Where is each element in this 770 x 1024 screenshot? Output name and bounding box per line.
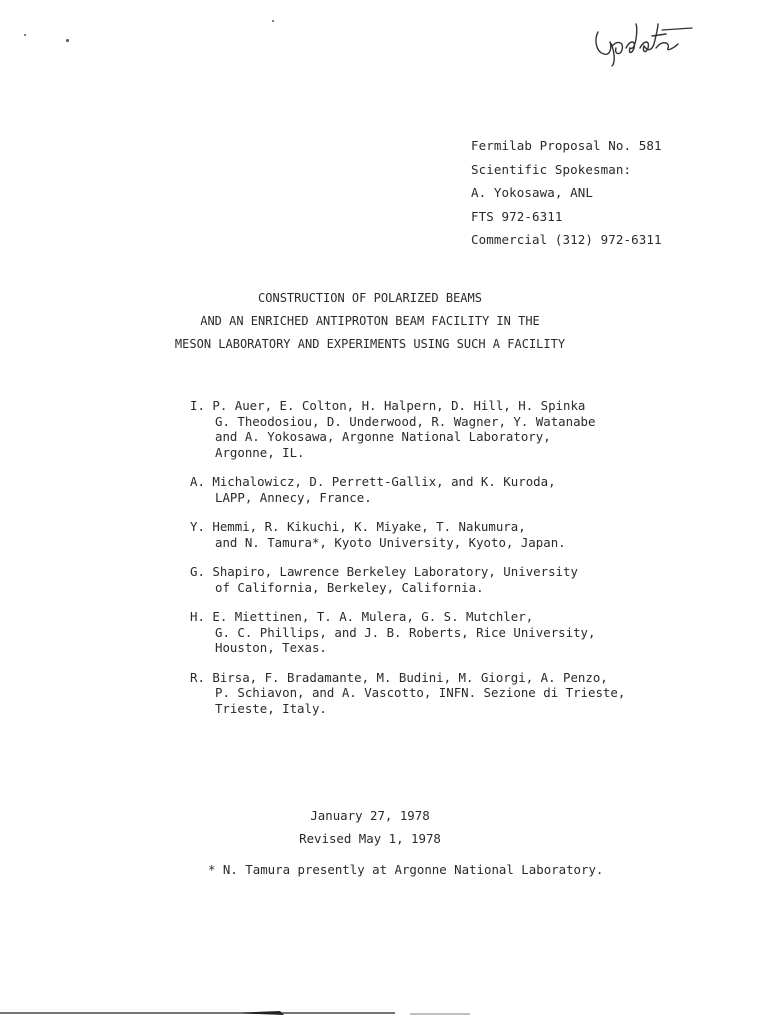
author-line: Argonne, IL. xyxy=(215,444,305,460)
author-line: R. Birsa, F. Bradamante, M. Budini, M. Giorgi, A. Penzo, xyxy=(190,669,608,685)
revised-date: Revised May 1, 1978 xyxy=(299,831,441,846)
author-line: of California, Berkeley, California. xyxy=(215,579,484,595)
proposal-number: Fermilab Proposal No. 581 xyxy=(471,138,662,153)
author-group-rice xyxy=(190,609,625,656)
title-line-2: AND AN ENRICHED ANTIPROTON BEAM FACILITY IN THE xyxy=(200,314,540,328)
document-dates xyxy=(280,804,460,850)
author-group-kyoto xyxy=(190,519,625,550)
author-line: G. C. Phillips, and J. B. Roberts, Rice University, xyxy=(215,624,596,640)
commercial-phone: Commercial (312) 972-6311 xyxy=(471,232,662,247)
author-group-berkeley xyxy=(190,564,625,595)
author-line: G. Theodosiou, D. Underwood, R. Wagner, Y. Watanabe xyxy=(215,413,596,429)
scan-speck xyxy=(24,34,26,36)
author-line: and N. Tamura*, Kyoto University, Kyoto, Japan. xyxy=(215,534,566,550)
fts-phone: FTS 972-6311 xyxy=(471,208,563,224)
author-group-lapp xyxy=(190,474,625,505)
author-group-argonne xyxy=(190,398,625,460)
proposal-header xyxy=(471,134,662,252)
author-group-trieste xyxy=(190,670,625,717)
author-line: A. Michalowicz, D. Perrett-Gallix, and K. Kuroda, xyxy=(190,474,556,489)
original-date: January 27, 1978 xyxy=(310,808,430,823)
author-line: I. P. Auer, E. Colton, H. Halpern, D. Hill, H. Spinka xyxy=(190,398,586,413)
spokesman-label: Scientific Spokesman: xyxy=(471,161,632,177)
document-title xyxy=(150,287,590,356)
author-line: Houston, Texas. xyxy=(215,640,327,655)
bottom-scan-line xyxy=(0,1008,770,1018)
title-line-3: MESON LABORATORY AND EXPERIMENTS USING SUCH A FACILITY xyxy=(174,337,566,351)
author-list xyxy=(190,398,625,730)
spokesman-name: A. Yokosawa, ANL xyxy=(471,185,594,200)
scan-speck xyxy=(272,20,274,22)
author-line: Trieste, Italy. xyxy=(215,700,327,716)
author-line: G. Shapiro, Lawrence Berkeley Laboratory, University xyxy=(190,564,578,579)
author-line: P. Schiavon, and A. Vascotto, INFN. Sezione di Trieste, xyxy=(215,685,626,700)
author-line: and A. Yokosawa, Argonne National Laboratory, xyxy=(215,429,551,444)
author-line: Y. Hemmi, R. Kikuchi, K. Miyake, T. Nakumura, xyxy=(190,519,526,534)
author-line: H. E. Miettinen, T. A. Mulera, G. S. Mutchler, xyxy=(190,609,534,624)
handwritten-update-note xyxy=(592,18,702,68)
scan-speck xyxy=(66,39,69,42)
title-line-1: CONSTRUCTION OF POLARIZED BEAMS xyxy=(258,291,482,305)
author-line: LAPP, Annecy, France. xyxy=(215,489,372,505)
footnote: * N. Tamura presently at Argonne National Laboratory. xyxy=(208,862,604,877)
